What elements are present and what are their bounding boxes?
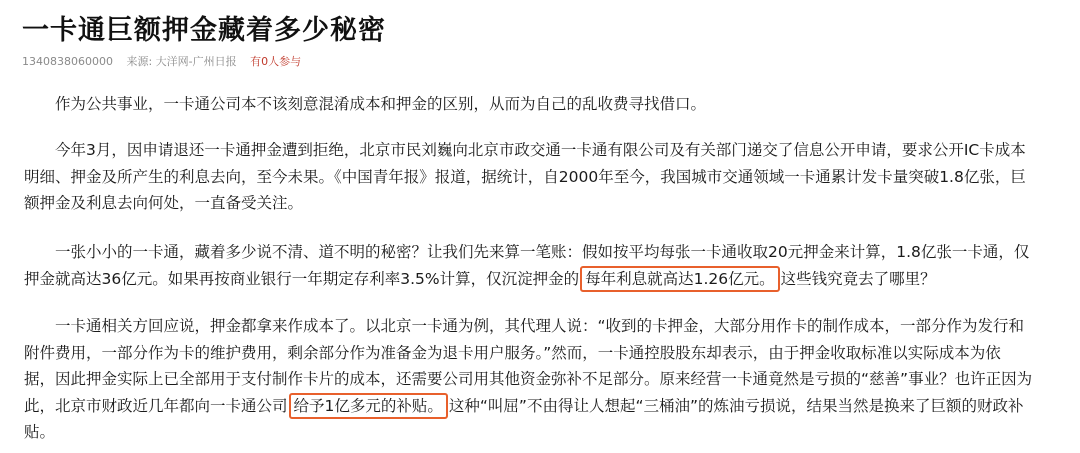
article-id: 1340838060000 <box>22 55 113 68</box>
text-segment: 押金就高达36亿元。如果再按商业银行一年期定存利率3.5%计算，仅沉淀押金的 <box>24 269 580 288</box>
highlighted-interest-text: 每年利息就高达1.26亿元。 <box>580 266 780 292</box>
paragraph-line: 一张小小的一卡通，藏着多少说不清、道不明的秘密？让我们先来算一笔账：假如按平均每张一卡通收取20元押金来计算，1.8亿张一卡通，仅 <box>55 243 1030 261</box>
paragraph-line: 额押金及利息去向何处，一直备受关注。 <box>24 194 304 212</box>
paragraph-3 <box>24 239 1054 292</box>
paragraph-4 <box>24 313 1054 446</box>
paragraph-line: 一卡通相关方回应说，押金都拿来作成本了。以北京一卡通为例，其代理人说：“收到的卡押金，大部分用作卡的制作成本，一部分作为发行和 <box>55 317 1025 335</box>
paragraph-line <box>24 393 1054 420</box>
text-segment: 这种“叫屈”不由得让人想起“三桶油”的炼油亏损说，结果当然是换来了巨额的财政补 <box>448 396 1024 415</box>
participants-link[interactable]: 有0人参与 <box>250 55 302 68</box>
article-source: 来源: 大洋网-广州日报 <box>126 55 237 68</box>
paragraph-line <box>24 266 1054 293</box>
paragraph-line: 附件费用，一部分作为卡的维护费用，剩余部分作为准备金为退卡用户服务。”然而，一卡通控股股东却表示，由于押金收取标准以实际成本为依 <box>24 343 1001 362</box>
text-segment: 此，北京市财政近几年都向一卡通公司 <box>24 396 288 415</box>
paragraph-line: 作为公共事业，一卡通公司本不该刻意混淆成本和押金的区别，从而为自己的乱收费寻找借口。 <box>55 95 707 113</box>
paragraph-line: 明细、押金及所产生的利息去向，至今未果。《中国青年报》报道，据统计，自2000年至今，我国城市交通领域一卡通累计发卡量突破1.8亿张，巨 <box>24 167 1026 186</box>
article-title: 一卡通巨额押金藏着多少秘密 <box>22 15 386 46</box>
paragraph-2 <box>24 137 1054 217</box>
paragraph-line: 据，因此押金实际上已全部用于支付制作卡片的成本，还需要公司用其他资金弥补不足部分。原来经营一卡通竟然是亏损的“慈善”事业？也许正因为 <box>24 370 1033 388</box>
paragraph-line: 贴。 <box>24 423 56 441</box>
paragraph-1 <box>24 91 1054 118</box>
text-segment: 这些钱究竟去了哪里？ <box>780 269 936 288</box>
paragraph-line: 今年3月，因申请退还一卡通押金遭到拒绝，北京市民刘巍向北京市政交通一卡通有限公司及有关部门递交了信息公开申请，要求公开IC卡成本 <box>55 141 1026 159</box>
highlighted-subsidy-text: 给予1亿多元的补贴。 <box>289 393 448 419</box>
article-meta <box>22 53 311 69</box>
